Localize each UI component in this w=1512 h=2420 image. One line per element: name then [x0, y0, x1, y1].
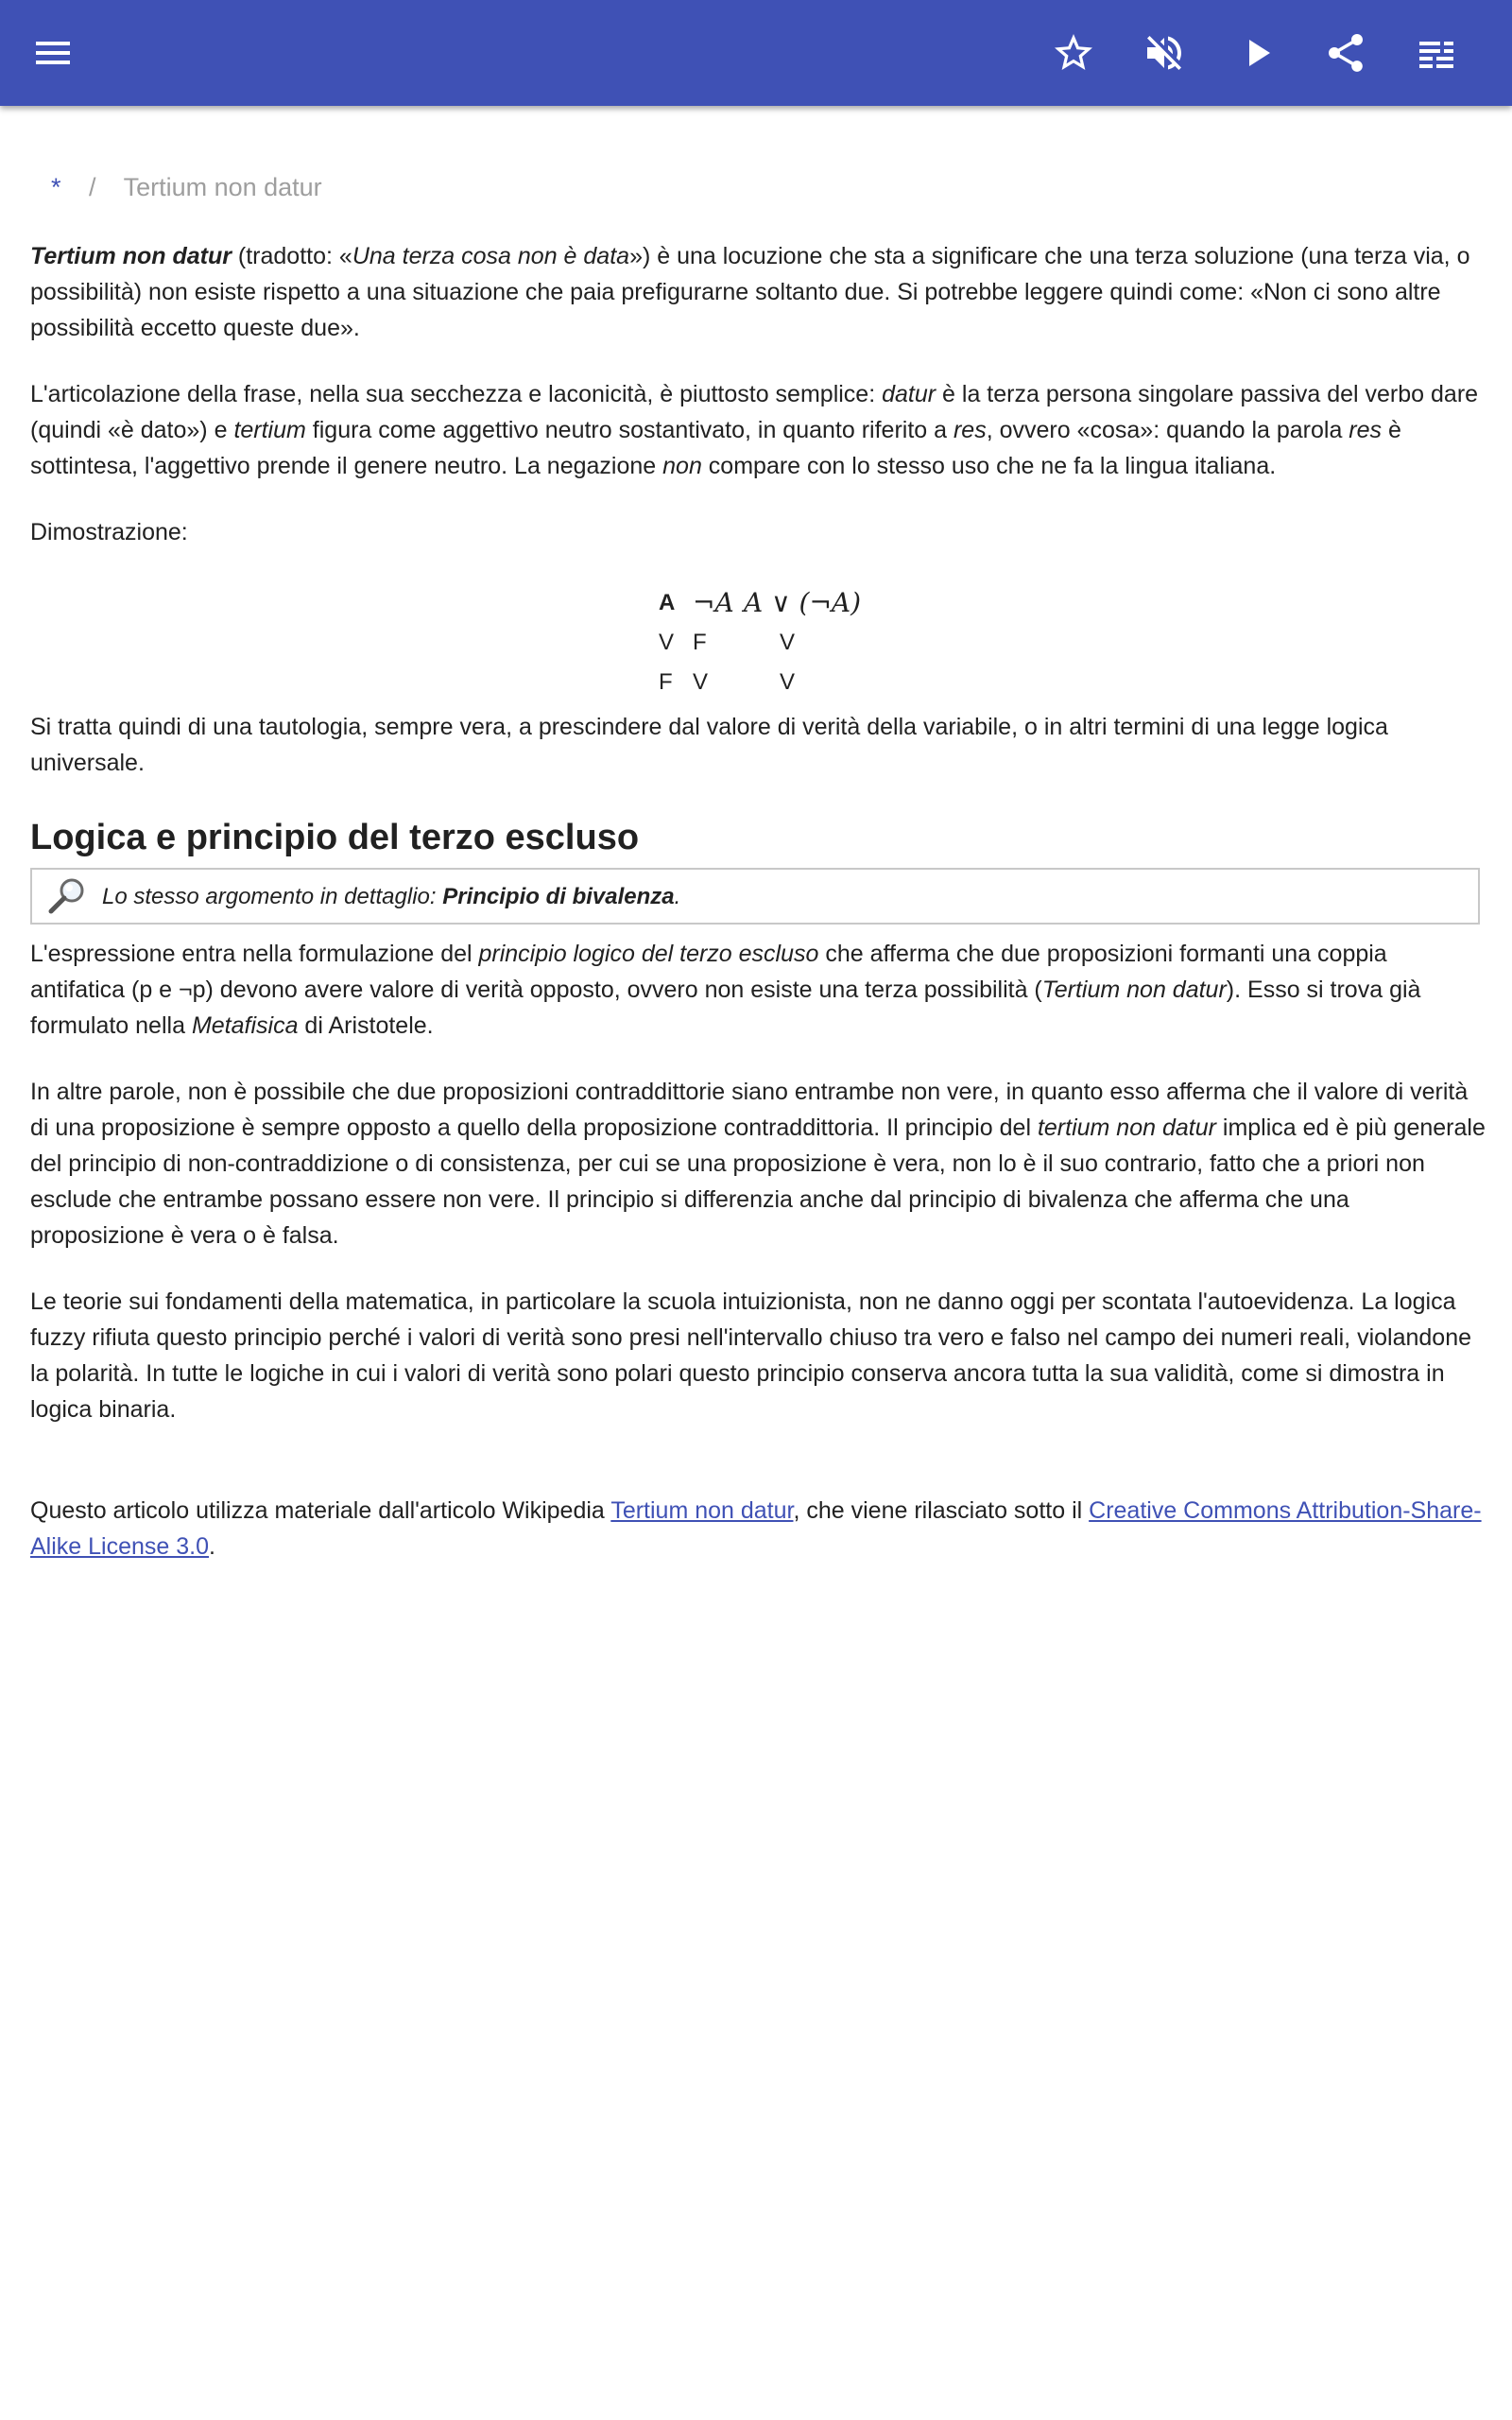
para2-text: compare con lo stesso uso che ne fa la lingua italiana. — [701, 453, 1277, 479]
intro-text-2: ») è una locuzione che sta a significare che una terza soluzione (una terza via, o possibilità) non esiste rispetto a una situazione che paia prefigurarne soltanto due. Si potrebbe leggere quindi come: «Non ci sono altre possibilità eccetto queste due». — [30, 243, 1470, 341]
wikipedia-article-link[interactable]: Tertium non datur — [610, 1497, 794, 1524]
para5-italic: Metafisica — [191, 1012, 299, 1039]
intro-translation: Una terza cosa non è data — [352, 243, 630, 269]
truth-table-row — [659, 623, 912, 663]
tautology-paragraph: Si tratta quindi di una tautologia, sempre vera, a prescindere dal valore di verità della variabile, o in altri termini di una legge logica universale. — [30, 714, 1388, 776]
intro-title: Tertium non datur — [30, 243, 232, 269]
truth-table-header — [659, 583, 912, 623]
footer-text: , che viene rilasciato sotto il — [793, 1497, 1090, 1524]
play-icon[interactable] — [1234, 30, 1280, 76]
demo-label: Dimostrazione: — [30, 519, 188, 545]
intro-paragraph — [30, 238, 1486, 346]
para2-italic: tertium — [233, 417, 306, 443]
paragraph-articulation — [30, 376, 1486, 484]
menu-icon[interactable] — [30, 30, 76, 76]
para2-text: figura come aggettivo neutro sostantivato, in quanto riferito a — [305, 417, 954, 443]
para5-text: L'espressione entra nella formulazione del — [30, 941, 479, 967]
footer-text: Questo articolo utilizza materiale dall'articolo Wikipedia — [30, 1497, 611, 1524]
playlist-icon[interactable] — [1414, 30, 1459, 76]
magnifier-icon — [45, 875, 89, 919]
para2-italic: res — [1349, 417, 1383, 443]
breadcrumb-home-link[interactable]: * — [51, 173, 61, 201]
truth-cell: V — [693, 669, 709, 695]
truth-table — [659, 583, 912, 702]
app-bar — [0, 0, 1512, 106]
para6-italic: tertium non datur — [1037, 1115, 1216, 1141]
truth-table-row — [659, 663, 912, 702]
see-also-text — [102, 879, 680, 915]
truth-cell: V — [659, 630, 675, 655]
para2-italic: non — [662, 453, 702, 479]
paragraph-excluded-middle — [30, 936, 1486, 1044]
section-heading: Logica e principio del terzo escluso — [30, 818, 640, 857]
footer-attribution — [30, 1493, 1486, 1564]
truth-cell: V — [780, 669, 796, 695]
breadcrumb-current: Tertium non datur — [123, 173, 322, 201]
star-outline-icon[interactable] — [1051, 30, 1096, 76]
para5-text: che afferma che due proposizioni formanti una coppia antifatica (p e ¬p) devono avere valore di verità opposto, ovvero non esiste una terza possibilità ( — [30, 941, 1387, 1003]
para5-italic: Tertium non datur — [1041, 977, 1227, 1003]
para2-italic: res — [953, 417, 987, 443]
para6-text: In altre parole, non è possibile che due proposizioni contraddittorie siano entrambe non vere, in quanto esso afferma che il valore di verità di una proposizione è sempre opposto a quello della proposizione contraddittoria. Il principio del — [30, 1079, 1469, 1141]
truth-cell: V — [780, 630, 796, 655]
see-also-box — [30, 868, 1480, 925]
para5-text: di Aristotele. — [298, 1012, 434, 1039]
para2-text: , ovvero «cosa»: quando la parola — [986, 417, 1349, 443]
truth-cell: F — [659, 669, 673, 695]
see-also-prefix: Lo stesso argomento in dettaglio: — [102, 884, 443, 909]
see-also-link[interactable]: Principio di bivalenza — [442, 884, 675, 909]
breadcrumb-separator: / — [89, 173, 96, 201]
paragraph-foundations: Le teorie sui fondamenti della matematica, in particolare la scuola intuizionista, non ne danno oggi per scontata l'autoevidenza. La logica fuzzy rifiuta questo principio perché i valori di verità sono presi nell'intervallo chiuso tra vero e falso nel campo dei numeri reali, violandone la polarità. In tutte le logiche in cui i valori di verità sono polari questo principio conserva ancora tutta la sua validità, come si dimostra in logica binaria. — [30, 1288, 1471, 1423]
breadcrumb — [51, 170, 322, 204]
share-icon[interactable] — [1323, 30, 1368, 76]
paragraph-contradictory — [30, 1074, 1486, 1253]
footer-text: . — [209, 1533, 215, 1560]
para2-text: L'articolazione della frase, nella sua secchezza e laconicità, è piuttosto semplice: — [30, 381, 883, 407]
para2-italic: datur — [882, 381, 936, 407]
para6-text: implica ed è più generale del principio di non-contraddizione o di consistenza, per cui se una proposizione è vera, non lo è il suo contrario, fatto che a priori non esclude che entrambe possano essere non vere. Il principio si differenzia anche dal principio di bivalenza che afferma che una proposizione è vera o è falsa. — [30, 1115, 1486, 1249]
para5-text: ). Esso si trova già formulato nella — [30, 977, 1421, 1039]
see-also-suffix: . — [674, 884, 681, 909]
truth-header-a: A — [659, 590, 676, 615]
para2-text: è la terza persona singolare passiva del verbo dare (quindi «è dato») e — [30, 381, 1479, 443]
truth-header-not-a: ¬A — [693, 587, 734, 618]
intro-text-1: (tradotto: « — [231, 243, 352, 269]
para2-text: è sottintesa, l'aggettivo prende il genere neutro. La negazione — [30, 417, 1401, 479]
truth-header-a-or-not-a: A ∨ (¬A) — [744, 587, 862, 618]
volume-off-icon[interactable] — [1142, 30, 1187, 76]
truth-cell: F — [693, 630, 707, 655]
para5-italic: principio logico del terzo escluso — [478, 941, 819, 967]
license-link[interactable]: Creative Commons Attribution-Share-Alike License 3.0 — [30, 1497, 1482, 1560]
